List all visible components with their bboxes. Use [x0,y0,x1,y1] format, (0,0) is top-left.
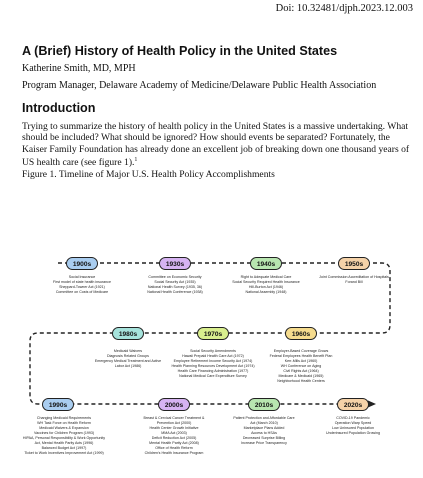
timeline-event: Health Care Financing Administration (1977) [177,369,249,373]
figure-caption: Figure 1. Timeline of Major U.S. Health Policy Accomplishments [22,169,275,180]
timeline-event: Operation Warp Speed [334,421,372,425]
events-1980s [85,349,171,369]
timeline-figure [0,240,423,478]
timeline-event: Increase Price Transparency [241,441,287,445]
events-1900s [42,275,122,295]
timeline-event: Ticket to Work Incentives Improvement Act (1999) [24,451,104,455]
timeline-event: WH Conference on Aging [280,364,322,368]
timeline-event: Underinsured Population Growing [326,431,380,435]
badge-1930s: 1930s [159,257,191,270]
badge-1900s: 1900s [66,257,98,270]
intro-paragraph [22,121,414,168]
badge-1950s: 1950s [338,257,370,270]
timeline-event: Prevention Act (2000) [156,421,192,425]
timeline-event: Social Security Required Health Insurance [232,280,300,284]
timeline-event: Forand Bill [345,280,363,284]
badge-1940s: 1940s [250,257,282,270]
timeline-event: Kerr-Mills Act (1960) [284,359,318,363]
badge-2010s: 2010s [248,398,280,411]
timeline-event: National Assembly (1948) [245,290,287,294]
author-affiliation: Program Manager, Delaware Academy of Medicine/Delaware Public Health Association [22,80,377,91]
events-1990s [18,416,110,456]
timeline-event: Sheppard-Towner Act (1921) [59,285,105,289]
timeline-event: Breast & Cervical Cancer Treatment & [143,416,205,420]
badge-1970s: 1970s [197,327,229,340]
timeline-event: Hawaii Prepaid Health Care Act (1972) [182,354,244,358]
timeline-event: Committee on Economic Security [148,275,202,279]
timeline-event: Act (March 2010) [250,421,278,425]
timeline-event: Civil Rights Act (1964) [283,369,319,373]
timeline-event: Children's Health Insurance Program [144,451,204,455]
events-2000s [132,416,216,456]
timeline-event: Health Planning Resources Development Act (1974) [171,364,255,368]
timeline-event: Joint Commission Accreditation of Hospitals [319,275,389,279]
timeline-event: Committee on Costs of Medicare [55,290,109,294]
timeline-event: First model of state health insurance [53,280,111,284]
badge-2020s: 2020s [337,398,369,411]
badge-1990s: 1990s [42,398,74,411]
timeline-event: Employer-Based Coverage Grows [273,349,329,353]
timeline-event: Low Uninsured Population [332,426,374,430]
timeline-event: Diagnosis Related Groups [107,354,149,358]
timeline-event: Health Center Growth Initiative [149,426,199,430]
timeline-event: WH Task Force on Health Reform [37,421,91,425]
events-1960s [258,349,344,384]
timeline-event: Social Insurance [68,275,96,279]
events-2010s [222,416,306,446]
article-title: A (Brief) History of Health Policy in the United States [22,44,338,58]
timeline-event: Act, Mental Health Parity Acts (1996) [34,441,94,445]
timeline-event: Social Security Act (1935) [154,280,196,284]
events-1930s [135,275,215,295]
timeline-event: Mental Health Parity Act (2008) [149,441,199,445]
doi-header: Doi: 10.32481/djph.2023.12.003 [275,3,413,14]
intro-text: Trying to summarize the history of health policy in the United States is a massive undertaking. What should be included? What should be ignored? How should events be separated? Fortunately, the Kaiser Family Foundation has already done an excellent job of breaking down one thousand years of US health care (see figure 1). [22,121,410,169]
timeline-event: Medicare & Medicaid (1965) [278,374,324,378]
timeline-event: Emergency Medical Treatment and Active [94,359,162,363]
timeline-event: Deficit Reduction Act (2005) [151,436,197,440]
events-1970s [168,349,258,379]
timeline-event: Patient Protection and Affordable Care [233,416,295,420]
events-1950s [314,275,394,285]
timeline-event: Changing Medicaid Requirements [36,416,92,420]
badge-1960s: 1960s [285,327,317,340]
timeline-event: Office of Health Reform [155,446,193,450]
timeline-event: COVID-19 Pandemic [336,416,370,420]
badge-1980s: 1980s [112,327,144,340]
timeline-event: Marketplace Plans Added [243,426,285,430]
events-1940s [226,275,306,295]
timeline-event: National Health Survey (1935, 36) [147,285,203,289]
timeline-arrowhead [368,401,376,408]
timeline-event: Social Security Amendments [190,349,236,353]
timeline-event: HIPAA, Personal Responsibility & Work Opportunity [22,436,106,440]
timeline-event: MMA Act (2003) [161,431,187,435]
timeline-event: Access to HSAs [251,431,277,435]
timeline-event: Medicaid Waivers [113,349,143,353]
timeline-event: Employee Retirement Income Security Act (1974) [173,359,253,363]
timeline-event: National Health Conference (1938) [147,290,203,294]
timeline-event: Medicaid Waivers & Expansion [39,426,89,430]
timeline-event: Vaccines for Children Program (1993) [33,431,95,435]
author-name: Katherine Smith, MD, MPH [22,63,136,74]
footnote-marker: 1 [134,156,138,163]
timeline-event: Federal Employees Health Benefit Plan [269,354,333,358]
timeline-event: Balanced Budget Act (1997) [41,446,87,450]
timeline-event: Hill-Burton Act (1946) [248,285,284,289]
section-heading: Introduction [22,101,96,115]
timeline-event: National Medical Care Expenditure Survey [179,374,247,378]
badge-2000s: 2000s [158,398,190,411]
events-2020s [313,416,393,436]
timeline-event: Decreased Surprise Billing [242,436,286,440]
timeline-event: Labor Act (1986) [114,364,142,368]
timeline-event: Neighborhood Health Centers [277,379,325,383]
timeline-event: Right to Adequate Medical Care [240,275,292,279]
